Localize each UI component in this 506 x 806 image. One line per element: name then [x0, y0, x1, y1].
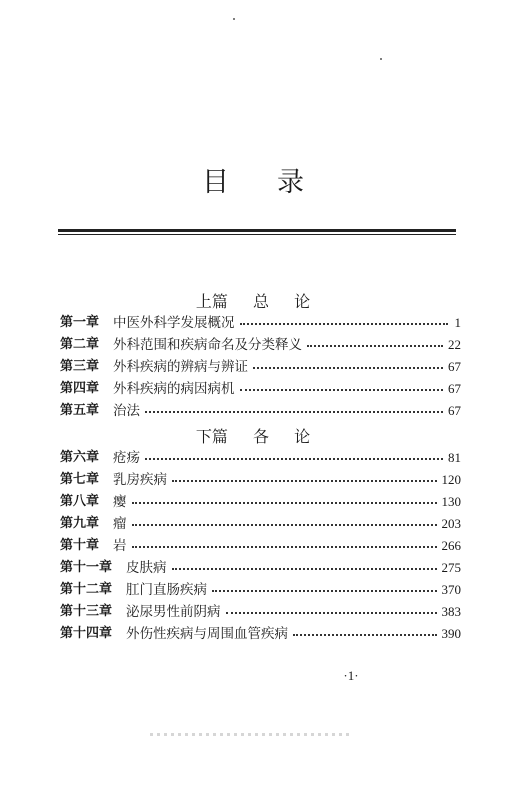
- page-title: [0, 160, 506, 199]
- toc-entry[interactable]: [60, 400, 461, 422]
- section-heading-upper-char2: 论: [294, 292, 311, 311]
- scan-speck: [233, 18, 235, 20]
- toc-dot-leader: [172, 480, 436, 482]
- toc-entry[interactable]: [60, 469, 461, 491]
- title-rule-thin: [58, 234, 456, 235]
- section-heading-lower: [0, 424, 506, 447]
- toc-dot-leader: [145, 458, 443, 460]
- toc-entry[interactable]: [60, 601, 461, 623]
- toc-page-number: 390: [441, 626, 461, 641]
- toc-page-number: 266: [441, 538, 461, 553]
- toc-chapter-label: 第一章: [60, 315, 100, 330]
- section-heading-upper-part: 上篇: [195, 292, 228, 311]
- toc-chapter-label: 第十章: [60, 538, 100, 553]
- toc-dot-leader: [132, 502, 437, 504]
- title-rule-thick: [58, 229, 456, 232]
- toc-entry-title: 岩: [113, 538, 127, 554]
- toc-chapter-label: 第十三章: [60, 604, 113, 619]
- scan-speck: [380, 58, 382, 60]
- toc-dot-leader: [226, 612, 437, 614]
- scan-smudge: [150, 733, 350, 736]
- toc-page-number: 22: [448, 337, 461, 352]
- toc-entry-title: 瘿: [113, 494, 127, 510]
- toc-entry-title: 疮疡: [113, 450, 141, 466]
- toc-dot-leader: [240, 389, 443, 391]
- toc-page-number: 67: [448, 381, 461, 396]
- toc-chapter-label: 第二章: [60, 337, 100, 352]
- toc-entry[interactable]: [60, 334, 461, 356]
- toc-entry[interactable]: [60, 356, 461, 378]
- title-char-2: 录: [277, 167, 304, 198]
- section-heading-lower-part: 下篇: [195, 427, 228, 446]
- toc-page-number: 67: [448, 403, 461, 418]
- toc-chapter-label: 第十一章: [60, 560, 113, 575]
- toc-chapter-label: 第十二章: [60, 582, 113, 597]
- toc-dot-leader: [240, 323, 448, 325]
- toc-entry[interactable]: [60, 312, 461, 334]
- toc-page-number: 1: [454, 315, 461, 330]
- toc-page-number: 370: [441, 582, 461, 597]
- toc-entry[interactable]: [60, 579, 461, 601]
- toc-page-number: 81: [448, 450, 461, 465]
- toc-page-number: 383: [441, 604, 461, 619]
- toc-entry-title: 中医外科学发展概况: [113, 315, 235, 331]
- toc-entry-title: 皮肤病: [126, 560, 167, 576]
- toc-page-number: 130: [441, 494, 461, 509]
- toc-entry-title: 外科疾病的病因病机: [113, 381, 235, 397]
- toc-entry[interactable]: [60, 623, 461, 645]
- toc-dot-leader: [212, 590, 436, 592]
- toc-dot-leader: [145, 411, 443, 413]
- toc-dot-leader: [132, 546, 437, 548]
- toc-chapter-label: 第四章: [60, 381, 100, 396]
- toc-entry-title: 外科疾病的辨病与辨证: [113, 359, 249, 375]
- toc-entry-title: 泌尿男性前阴病: [126, 604, 221, 620]
- toc-entry-title: 瘤: [113, 516, 127, 532]
- toc-page-number: 275: [441, 560, 461, 575]
- section-heading-lower-char2: 论: [294, 427, 311, 446]
- toc-chapter-label: 第八章: [60, 494, 100, 509]
- toc-entry[interactable]: [60, 513, 461, 535]
- section-heading-upper: [0, 289, 506, 312]
- toc-entry-title: 外伤性疾病与周围血管疾病: [126, 626, 289, 642]
- toc-entry[interactable]: [60, 535, 461, 557]
- toc-page-number: 120: [441, 472, 461, 487]
- toc-entry[interactable]: [60, 447, 461, 469]
- section-heading-lower-char1: 各: [252, 427, 269, 446]
- toc-entry-title: 治法: [113, 403, 141, 419]
- toc-dot-leader: [293, 634, 436, 636]
- toc-entry[interactable]: [60, 491, 461, 513]
- page-folio: [0, 668, 506, 684]
- toc-chapter-label: 第七章: [60, 472, 100, 487]
- toc-page-number: 67: [448, 359, 461, 374]
- toc-dot-leader: [253, 367, 443, 369]
- toc-entry[interactable]: [60, 378, 461, 400]
- toc-entry-title: 外科范围和疾病命名及分类释义: [113, 337, 303, 353]
- title-char-1: 目: [202, 167, 229, 198]
- toc-chapter-label: 第五章: [60, 403, 100, 418]
- toc-chapter-label: 第十四章: [60, 626, 113, 641]
- toc-chapter-label: 第六章: [60, 450, 100, 465]
- folio-number: ·1·: [343, 668, 359, 683]
- section-heading-upper-char1: 总: [252, 292, 269, 311]
- toc-entry-title: 肛门直肠疾病: [126, 582, 208, 598]
- toc-chapter-label: 第九章: [60, 516, 100, 531]
- toc-dot-leader: [172, 568, 437, 570]
- toc-chapter-label: 第三章: [60, 359, 100, 374]
- toc-dot-leader: [132, 524, 437, 526]
- toc-entry-title: 乳房疾病: [113, 472, 168, 488]
- toc-dot-leader: [307, 345, 443, 347]
- toc-page-number: 203: [441, 516, 461, 531]
- toc-entry[interactable]: [60, 557, 461, 579]
